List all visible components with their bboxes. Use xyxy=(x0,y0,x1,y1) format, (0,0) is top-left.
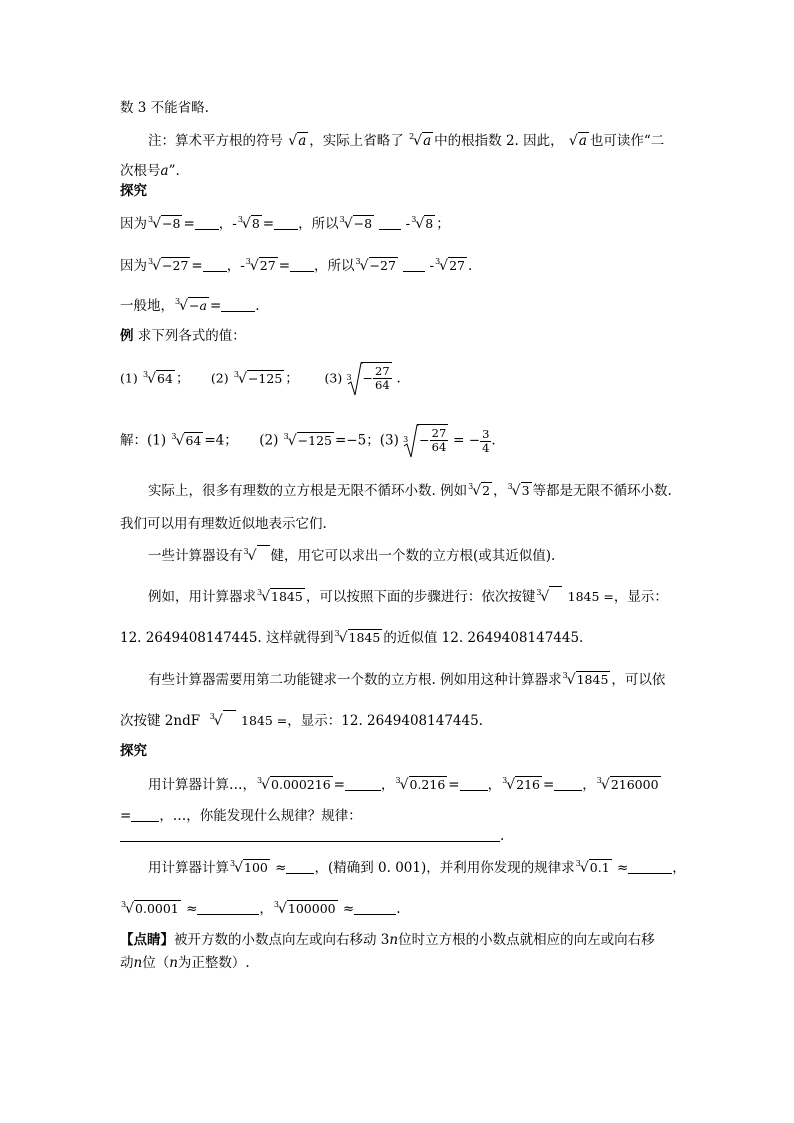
cube-root-neg8: $^3$√−8 xyxy=(339,215,373,232)
note-text-a: 注：算术平方根的符号 xyxy=(148,133,283,149)
cube-root-1845: $^3$√1845 xyxy=(562,671,609,688)
note-line xyxy=(0,131,794,153)
cube-root-8: $^3$√8 xyxy=(237,215,260,232)
cube-root-neg-a: $^3$√−a xyxy=(175,297,207,314)
cube-root-00001: $^3$√0.0001 xyxy=(121,900,179,917)
cube-root-neg-fraction: 3 − $\frac{27}{64}$ xyxy=(403,424,453,458)
cube-root-key-icon: $^3$√ xyxy=(536,586,562,609)
para4-line1: 有些计算器需要用第二功能键求一个数的立方根. 例如用这种计算器求$^3$√1845 ，可以依 xyxy=(0,670,794,692)
tip-line1: 【点睛】被开方数的小数点向左或向右移动 3n位时立方根的小数点就相应的向左或向右移 xyxy=(120,932,655,948)
cube-root-100: $^3$√100 xyxy=(230,859,268,876)
answer-blank[interactable] xyxy=(131,807,159,822)
because-text: 因为 xyxy=(120,216,147,232)
cube-root-64: $^3$√64 xyxy=(171,431,202,449)
answer-blank[interactable] xyxy=(554,776,582,791)
answer-blank[interactable] xyxy=(197,900,259,915)
para2-line: 一些计算器设有$^3$√ 健，用它可以求出一个数的立方根(或其近似值). xyxy=(0,545,794,568)
answer-blank[interactable] xyxy=(460,776,488,791)
cube-root-8: $^3$√8 xyxy=(411,215,434,232)
cube-root-0000216: $^3$√0.000216 xyxy=(257,776,331,793)
cube-root-3: $^3$√3 xyxy=(507,482,530,499)
example-label: 例 xyxy=(120,328,134,344)
cube-root-216000: $^3$√216000 xyxy=(596,776,659,793)
key-sequence: 1845 = xyxy=(241,713,288,728)
cube-root-2: $^3$√2 xyxy=(468,482,491,499)
para1-line2: 我们可以用有理数近似地表示它们. xyxy=(120,516,327,532)
result-fraction: $\frac{3}{4}$ xyxy=(482,426,490,455)
cube-root-27: $^3$√27 xyxy=(245,257,276,274)
intro-line xyxy=(0,98,794,118)
example-text: 求下列各式的值： xyxy=(137,328,246,344)
answer-blank[interactable] xyxy=(203,257,227,272)
example-items: (1) $^3$√64 ； (2) $^3$√−125 ； (3) 3 − $\frac{27}{64}$ . xyxy=(0,362,794,398)
cube-root-64: $^3$√64 xyxy=(143,369,173,387)
general-row: 一般地，$^3$√−a = . xyxy=(0,296,794,318)
answer-blank[interactable] xyxy=(274,215,298,230)
cube-root-27: $^3$√27 xyxy=(435,257,465,274)
explore-heading-2: 探究 xyxy=(120,743,147,759)
cube-root-key-icon: $^3$√ xyxy=(210,710,236,733)
cube-root-0216: $^3$√0.216 xyxy=(395,776,446,793)
note-text-f: ”. xyxy=(168,163,180,179)
square-root-a: √a xyxy=(288,133,307,149)
square-root-a-index2: $^2$√a xyxy=(409,132,432,149)
square-root-a-2: √a xyxy=(568,133,587,149)
answer-blank[interactable] xyxy=(195,215,219,230)
var-a: a xyxy=(160,163,169,179)
example-line xyxy=(0,326,794,346)
cube-root-1845: $^3$√1845 xyxy=(334,629,381,646)
answer-blank[interactable] xyxy=(628,859,672,874)
explore2-line4: 用计算器计算$^3$√100 ≈ ，(精确到 0. 001)，并利用你发现的规律求$^3$√0.1 ≈ ， xyxy=(0,858,794,880)
cube-root-neg8: $^3$√−8 xyxy=(148,215,181,232)
cube-root-1845: $^3$√1845 xyxy=(257,588,303,605)
explore-row-1: 因为$^3$√−8 = ，-$^3$√8 = ，所以$^3$√−8 -$^3$√8 ； xyxy=(0,214,794,236)
explore-heading: 探究 xyxy=(120,183,147,199)
cube-root-100000: $^3$√100000 xyxy=(273,900,336,917)
answer-blank[interactable] xyxy=(286,859,314,874)
answer-blank[interactable] xyxy=(379,215,401,230)
tip-label: 【点睛】 xyxy=(120,932,174,948)
note-text-e: 次根号 xyxy=(120,163,161,179)
answer-blank[interactable] xyxy=(345,776,381,791)
cube-root-neg125: $^3$√−125 xyxy=(233,369,283,387)
rule-answer-line[interactable] xyxy=(120,827,500,842)
explore-row-2: 因为$^3$√−27 = ，-$^3$√27 = ，所以$^3$√−27 -$^3$√27 . xyxy=(0,256,794,278)
explore2-line3: . xyxy=(0,826,794,846)
cube-root-neg27: $^3$√−27 xyxy=(355,257,396,274)
solution-label: 解：(1) xyxy=(120,432,167,449)
explore2-line2: = ，…，你能发现什么规律？规律： xyxy=(120,808,362,824)
note-text-b: ，实际上省略了 xyxy=(309,133,404,149)
cube-root-neg125: $^3$√−125 xyxy=(283,431,332,449)
para3-line1: 例如，用计算器求$^3$√1845 ，可以按照下面的步骤进行：依次按键$^3$√ 1845 =，显示： xyxy=(0,586,794,609)
answer-blank[interactable] xyxy=(354,900,396,915)
answer-blank[interactable] xyxy=(403,257,425,272)
para1-line1: 实际上，很多有理数的立方根是无限不循环小数. 例如$^3$√2 ，$^3$√3 等都是无限不循环小数. xyxy=(0,481,794,503)
solution-row: 解：(1) $^3$√64 =4； (2) $^3$√−125 =−5；(3) 3 − $\frac{27}{64}$ = − $\frac{3}{4}$ . xyxy=(0,424,794,460)
answer-blank[interactable] xyxy=(290,257,314,272)
cube-root-216: $^3$√216 xyxy=(502,776,540,793)
intro-text: 数 3 不能省略. xyxy=(120,100,209,116)
para3-line2: 12. 2649408147445. 这样就得到$^3$√1845 的近似值 12. 2649408147445. xyxy=(0,628,794,650)
cube-root-neg-fraction: 3 − $\frac{27}{64}$ xyxy=(347,362,397,396)
cube-root-key-icon: $^3$√ xyxy=(244,545,270,568)
key-sequence: 1845 = xyxy=(567,589,614,604)
answer-blank[interactable] xyxy=(221,297,255,312)
explore2-line1: 用计算器计算…，$^3$√0.000216 = ，$^3$√0.216 = ，$^3$√216 = ，$^3$√216000 xyxy=(0,775,794,797)
note-line-2 xyxy=(0,161,794,181)
cube-root-01: $^3$√0.1 xyxy=(575,859,610,876)
para4-line2: 次按键 2ndF $^3$√ 1845 =，显示：12. 2649408147445. xyxy=(0,710,794,733)
note-text-d: 也可读作“二 xyxy=(589,133,665,149)
explore2-line5: $^3$√0.0001 ≈ ，$^3$√100000 ≈ . xyxy=(0,899,794,921)
note-text-c: 中的根指数 2. 因此， xyxy=(434,133,564,149)
tip-line2: 动n位（n为正整数）. xyxy=(120,955,250,971)
cube-root-neg27: $^3$√−27 xyxy=(148,257,189,274)
